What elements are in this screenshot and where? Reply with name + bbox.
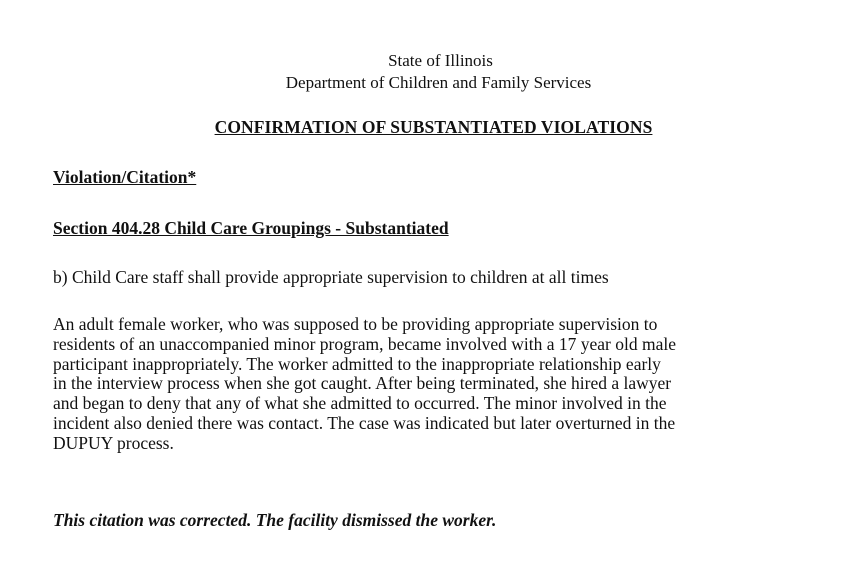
narrative-line: incident also denied there was contact. The case was indicated but later overturned in the [53, 412, 676, 433]
narrative-line: An adult female worker, who was supposed to be providing appropriate supervision to [53, 314, 658, 334]
narrative-line: in the interview process when she got caught. After being terminated, she hired a lawyer [53, 373, 672, 394]
document-title: CONFIRMATION OF SUBSTANTIATED VIOLATIONS [214, 117, 653, 137]
header-state: State of Illinois [388, 51, 493, 70]
rule-text: b) Child Care staff shall provide appropriate supervision to children at all times [53, 267, 609, 287]
violation-citation-label: Violation/Citation* [53, 167, 197, 187]
closing-statement: This citation was corrected. The facility dismissed the worker. [53, 510, 497, 530]
section-heading: Section 404.28 Child Care Groupings - Substantiated [53, 218, 449, 238]
header-department: Department of Children and Family Services [285, 73, 592, 92]
narrative-line: and began to deny that any of what she admitted to occurred. The minor involved in the [53, 393, 667, 414]
narrative-line: DUPUY process. [53, 432, 174, 453]
narrative-line: participant inappropriately. The worker admitted to the inappropriate relationship early [53, 353, 661, 374]
narrative-paragraph [53, 315, 823, 454]
narrative-line: residents of an unaccompanied minor program, became involved with a 17 year old male [53, 333, 676, 354]
